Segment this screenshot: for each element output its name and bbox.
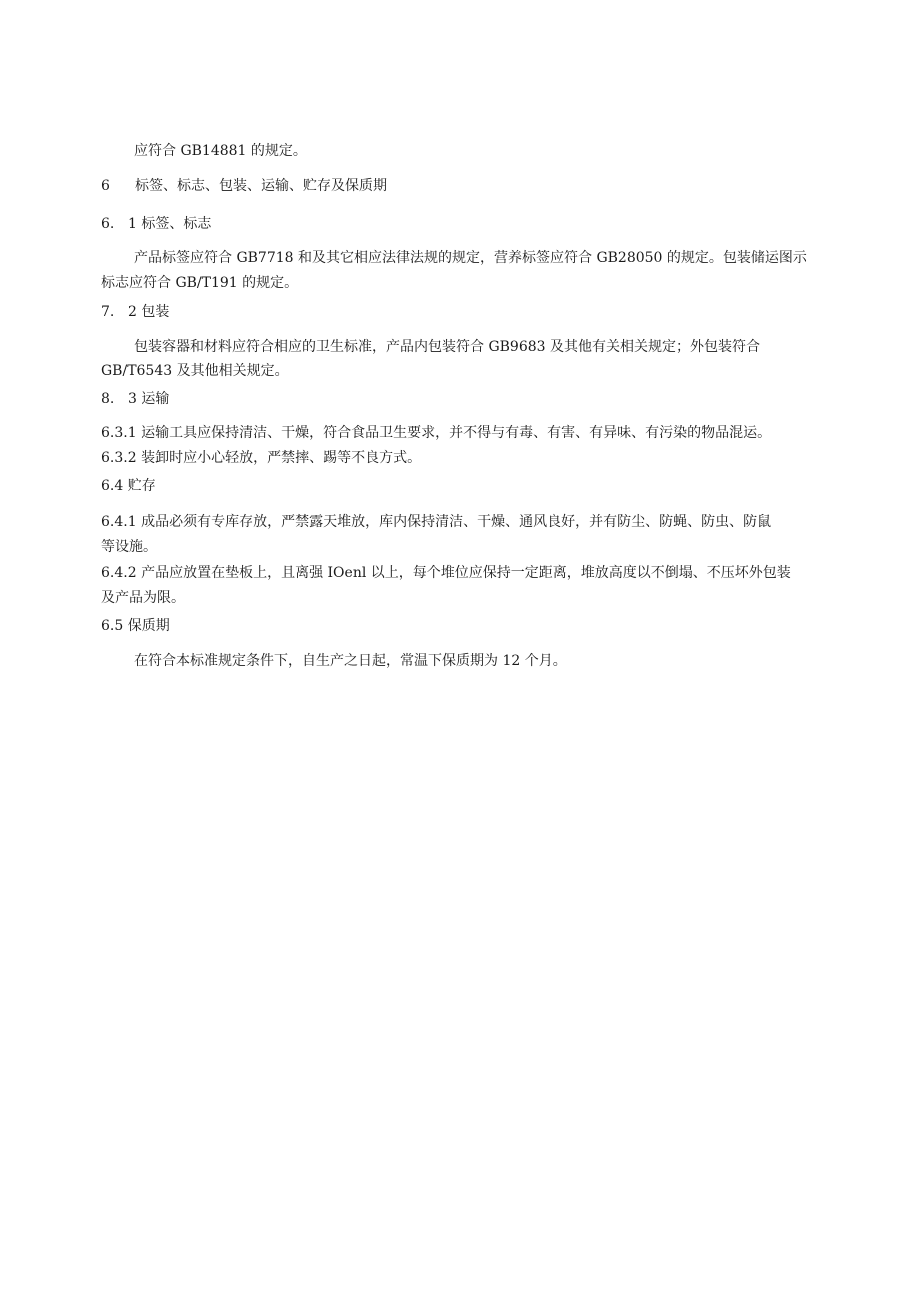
list-item: 6.4.2 产品应放置在垫板上，且离强 IOenl 以上，每个堆位应保持一定距离，堆放高度以不倒塌、不压坏外包装 [101,565,791,581]
section-number: 6. [101,216,115,232]
list-item: 6.4.1 成品必须有专库存放，严禁露天堆放，库内保持清洁、干燥、通风良好，并有防尘、防蝇、防虫、防鼠 [101,514,772,530]
section-heading-6-2 [101,302,169,322]
paragraph-line: 包装容器和材料应符合相应的卫生标准，产品内包装符合 GB9683 及其他有关相关规定；外包装符合 [134,339,760,355]
list-item-continuation: 及产品为限。 [101,590,185,606]
list-item: 6.3.1 运输工具应保持清洁、干燥，符合食品卫生要求，并不得与有毒、有害、有异味、有污染的物品混运。 [101,425,772,441]
paragraph-line: 产品标签应符合 GB7718 和及其它相应法律法规的规定，营养标签应符合 GB28050 的规定。包装储运图示 [134,250,807,266]
list-item-continuation: 等设施。 [101,539,157,555]
section-heading-6-1 [101,214,211,234]
section-heading-6 [101,176,387,196]
paragraph-line: 应符合 GB14881 的规定。 [134,143,307,159]
section-heading-6-5: 6.5 保质期 [101,618,170,634]
section-title: 标签、标志、包装、运输、贮存及保质期 [135,178,387,194]
section-number: 8. [101,391,115,407]
section-heading-6-3 [101,389,169,409]
section-number: 6 [101,178,110,194]
paragraph-line: 标志应符合 GB/T191 的规定。 [101,275,299,291]
section-title: 2 包装 [128,304,170,320]
list-item: 6.3.2 装卸时应小心轻放，严禁摔、踢等不良方式。 [101,450,422,466]
section-heading-6-4: 6.4 贮存 [101,478,156,494]
paragraph-line: 在符合本标准规定条件下，自生产之日起，常温下保质期为 12 个月。 [134,653,567,669]
paragraph-line: GB/T6543 及其他相关规定。 [101,363,289,379]
section-title: 1 标签、标志 [128,216,212,232]
section-title: 3 运输 [128,391,170,407]
section-number: 7. [101,304,115,320]
